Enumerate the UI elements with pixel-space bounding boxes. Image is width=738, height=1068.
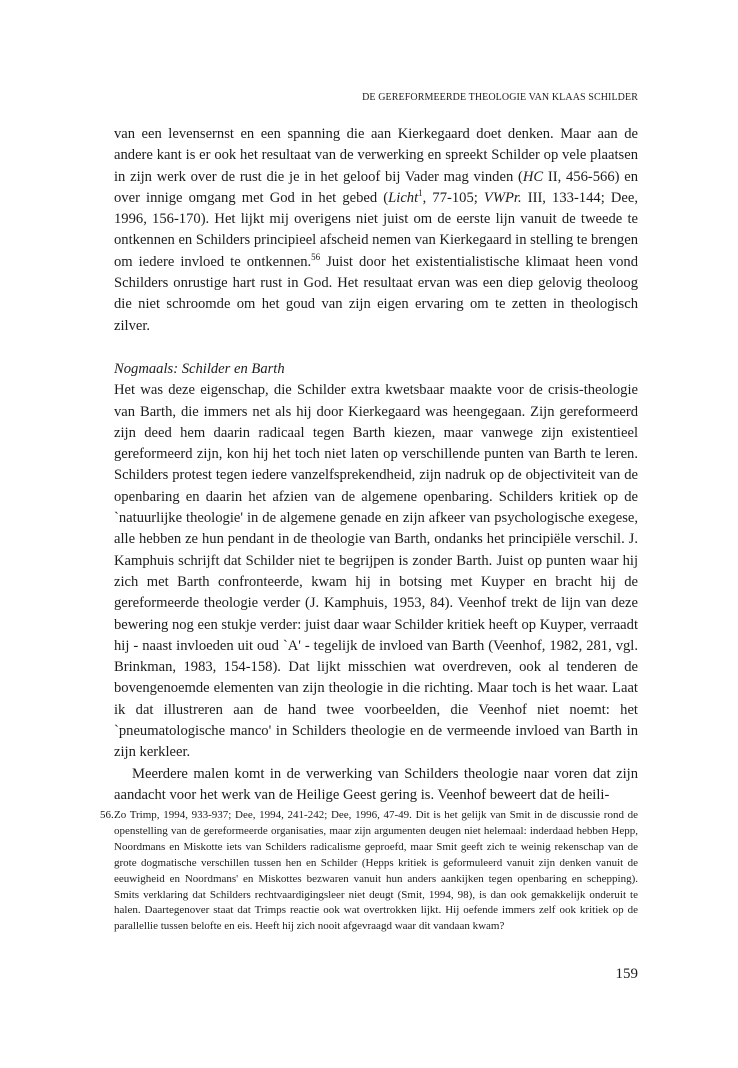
paragraph-1-text-b: II, 456-566) en over innige omgang met God in het gebed ( xyxy=(114,168,638,206)
paragraph-2: Het was deze eigenschap, die Schilder extra kwetsbaar maakte voor de crisis-theologie van Barth, die immers net als hij door Kierkegaard was heengegaan. Zijn gereformeerd zijn deed hem daarin radicaal tegen Barth kiezen, maar vanwege zijn existentieel gereformeerd zijn, kon hij het toch niet laten op verschillende punten van Barth te leren. Schilders protest tegen iedere vanzelfsprekendheid, zijn nadruk op de objectiviteit van de openbaring en daarin het afzien van de algemene openbaring. Schilders kritiek op de `natuurlijke theologie' in de algemene genade en zijn afkeer van psychologische exegese, alle hebben ze hun pendant in de theologie van Barth, ondanks het principiële verschil. J. Kamphuis schrijft dat Schilder niet te begrijpen is zonder Barth. Juist op punten waar hij zich met Barth confronteerde, kwam hij in botsing met Kuyper en bracht hij de gereformeerde theologie verder (J. Kamphuis, 1953, 84). Veenhof trekt de lijn van deze bewering nog een stukje verder: juist daar waar Schilder kritiek heeft op Kuyper, verraadt hij - naast invloeden uit oud `A' - tegelijk de invloed van Barth (Veenhof, 1982, 281, vgl. Brinkman, 1983, 154-158). Dat lijkt misschien wat overdreven, ook al tenderen de bovengenoemde elementen van zijn theologie in die richting. Maar toch is het waar. Laat ik dat illustreren aan de hand twee voorbeelden, die Veenhof niet noemt: het `pneumatologische manco' in Schilders theologie en de vermeende invloed van Barth in zijn kerkleer. xyxy=(114,382,638,761)
citation-licht-superscript: 1 xyxy=(418,188,423,199)
footnote-text: Zo Trimp, 1994, 933-937; Dee, 1994, 241-242; Dee, 1996, 47-49. Dit is het gelijk van Smit in de discussie rond de openstelling van de gereformeerde organisaties, maar zijn argumenten deugen niet helemaal: inderdaad hebben Hepp, Noordmans en Miskotte iets van Schilders radicalisme geproefd, maar Smit geeft zich te weinig rekenschap van de grote dogmatische verschillen tussen hen en Schilder (Hepps kritiek is geformuleerd vanuit zijn denken vanuit de eeuwigheid en Noordmans' en Miskottes bezwaren vanuit hun anders aankijken tegen openbaring en schepping). Smits verklaring dat Schilders rechtvaardigingsleer niet deugt (Smit, 1994, 98), is dan ook gemakkelijk onderuit te halen. Daartegenover staat dat Trimps reactie ook wat overtrokken lijkt. Hij oefende immers zelf ook kritiek op de parallellie tussen belofte en eis. Heeft hij zich nooit afgevraagd waar dit vandaan kwam? xyxy=(114,809,638,933)
footnote-56 xyxy=(100,808,638,935)
footnote-number: 56. xyxy=(100,809,114,821)
citation-licht: Licht xyxy=(388,189,419,206)
running-head: DE GEREFORMEERDE THEOLOGIE VAN KLAAS SCHILDER xyxy=(362,92,638,103)
paragraph-1-text-a: van een levensernst en een spanning die aan Kierkegaard doet denken. Maar aan de andere kant is er ook het resultaat van de verwerking en spreekt Schilder op vele plaatsen in zijn werk over de rust die je in het geloof bij Vader mag vinden ( xyxy=(114,126,638,185)
paragraph-1-text-c: , 77-105; xyxy=(422,189,484,206)
citation-hc: HC xyxy=(522,168,544,185)
citation-vwpr: VWPr. xyxy=(483,189,522,206)
footnote-reference-56[interactable]: 56 xyxy=(311,251,321,262)
paragraph-3: Meerdere malen komt in de verwerking van Schilders theologie naar voren dat zijn aandacht voor het werk van de Heilige Geest gering is. Veenhof beweert dat de heili- xyxy=(114,765,638,803)
section-heading: Nogmaals: Schilder en Barth xyxy=(114,360,285,377)
paragraph-spacer xyxy=(114,337,638,359)
paragraph-1 xyxy=(114,124,638,337)
page-number: 159 xyxy=(615,966,638,982)
body-text xyxy=(114,124,638,806)
paragraph-1-text-e: Juist door het existentialistische klimaat heen vond Schilders onrustige hart rust in God. Het resultaat ervan was een diep gelovig theoloog die niet schroomde om het goud van zijn eigen ervaring om te zetten in theologisch zilver. xyxy=(114,253,638,334)
paragraph-1-text-d: III, 133-144; Dee, 1996, 156-170). Het lijkt mij overigens niet juist om de eerste lijn vanuit de tweede te ontkennen en Schilders principieel afscheid nemen van Kierkegaard in stelling te brengen om iedere invloed te ontkennen. xyxy=(114,189,638,270)
